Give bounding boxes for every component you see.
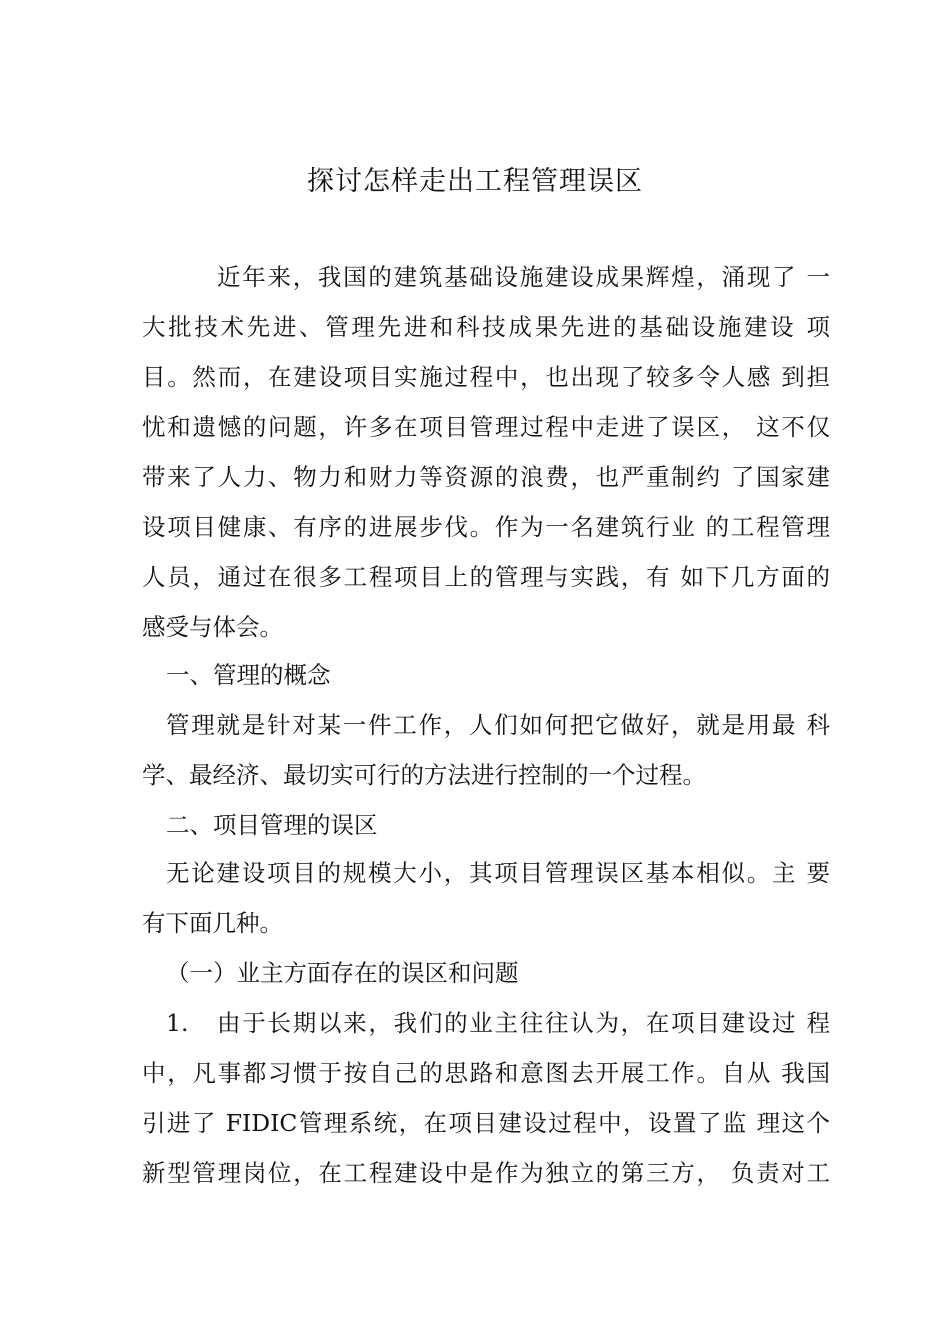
paragraph-line: 忧和遗憾的问题，许多在项目管理过程中走进了误区， 这不仅 — [142, 413, 830, 441]
paragraph-line: 引进了 FIDIC管理系统，在项目建设过程中，设置了监 理这个 — [142, 1109, 830, 1137]
paragraph-line: 无论建设项目的规模大小，其项目管理误区基本相似。主 要 — [166, 859, 830, 887]
paragraph-line: 大批技术先进、管理先进和科技成果先进的基础设施建设 项 — [142, 313, 830, 341]
paragraph-line: 有下面几种。 — [142, 909, 283, 937]
paragraph-line: 设项目健康、有序的进展步伐。作为一名建筑行业 的工程管理 — [142, 513, 830, 541]
paragraph-line: 感受与体会。 — [142, 613, 283, 641]
paragraph-line: 新型管理岗位，在工程建设中是作为独立的第三方， 负责对工 — [142, 1159, 830, 1187]
paragraph-line: 学、最经济、最切实可行的方法进行控制的一个过程。 — [142, 761, 706, 789]
list-item-number: 1. — [166, 1009, 189, 1037]
subsection-heading: （一）业主方面存在的误区和问题 — [166, 959, 519, 987]
paragraph-line: 中，凡事都习惯于按自己的思路和意图去开展工作。自从 我国 — [142, 1059, 830, 1087]
section-heading: 二、项目管理的误区 — [166, 811, 378, 839]
paragraph-line: 带来了人力、物力和财力等资源的浪费，也严重制约 了国家建 — [142, 463, 830, 491]
paragraph-line: 人员，通过在很多工程项目上的管理与实践，有 如下几方面的 — [142, 563, 830, 591]
paragraph-line: 管理就是针对某一件工作，人们如何把它做好，就是用最 科 — [166, 711, 830, 739]
paragraph-line: 目。然而，在建设项目实施过程中，也出现了较多令人感 到担 — [142, 363, 830, 391]
section-heading: 一、管理的概念 — [166, 661, 331, 689]
paragraph-line: 由于长期以来，我们的业主往往认为，在项目建设过 程 — [217, 1009, 830, 1037]
paragraph-line: 近年来，我国的建筑基础设施建设成果辉煌，涌现了 一 — [217, 263, 830, 291]
document-title: 探讨怎样走出工程管理误区 — [307, 166, 643, 197]
